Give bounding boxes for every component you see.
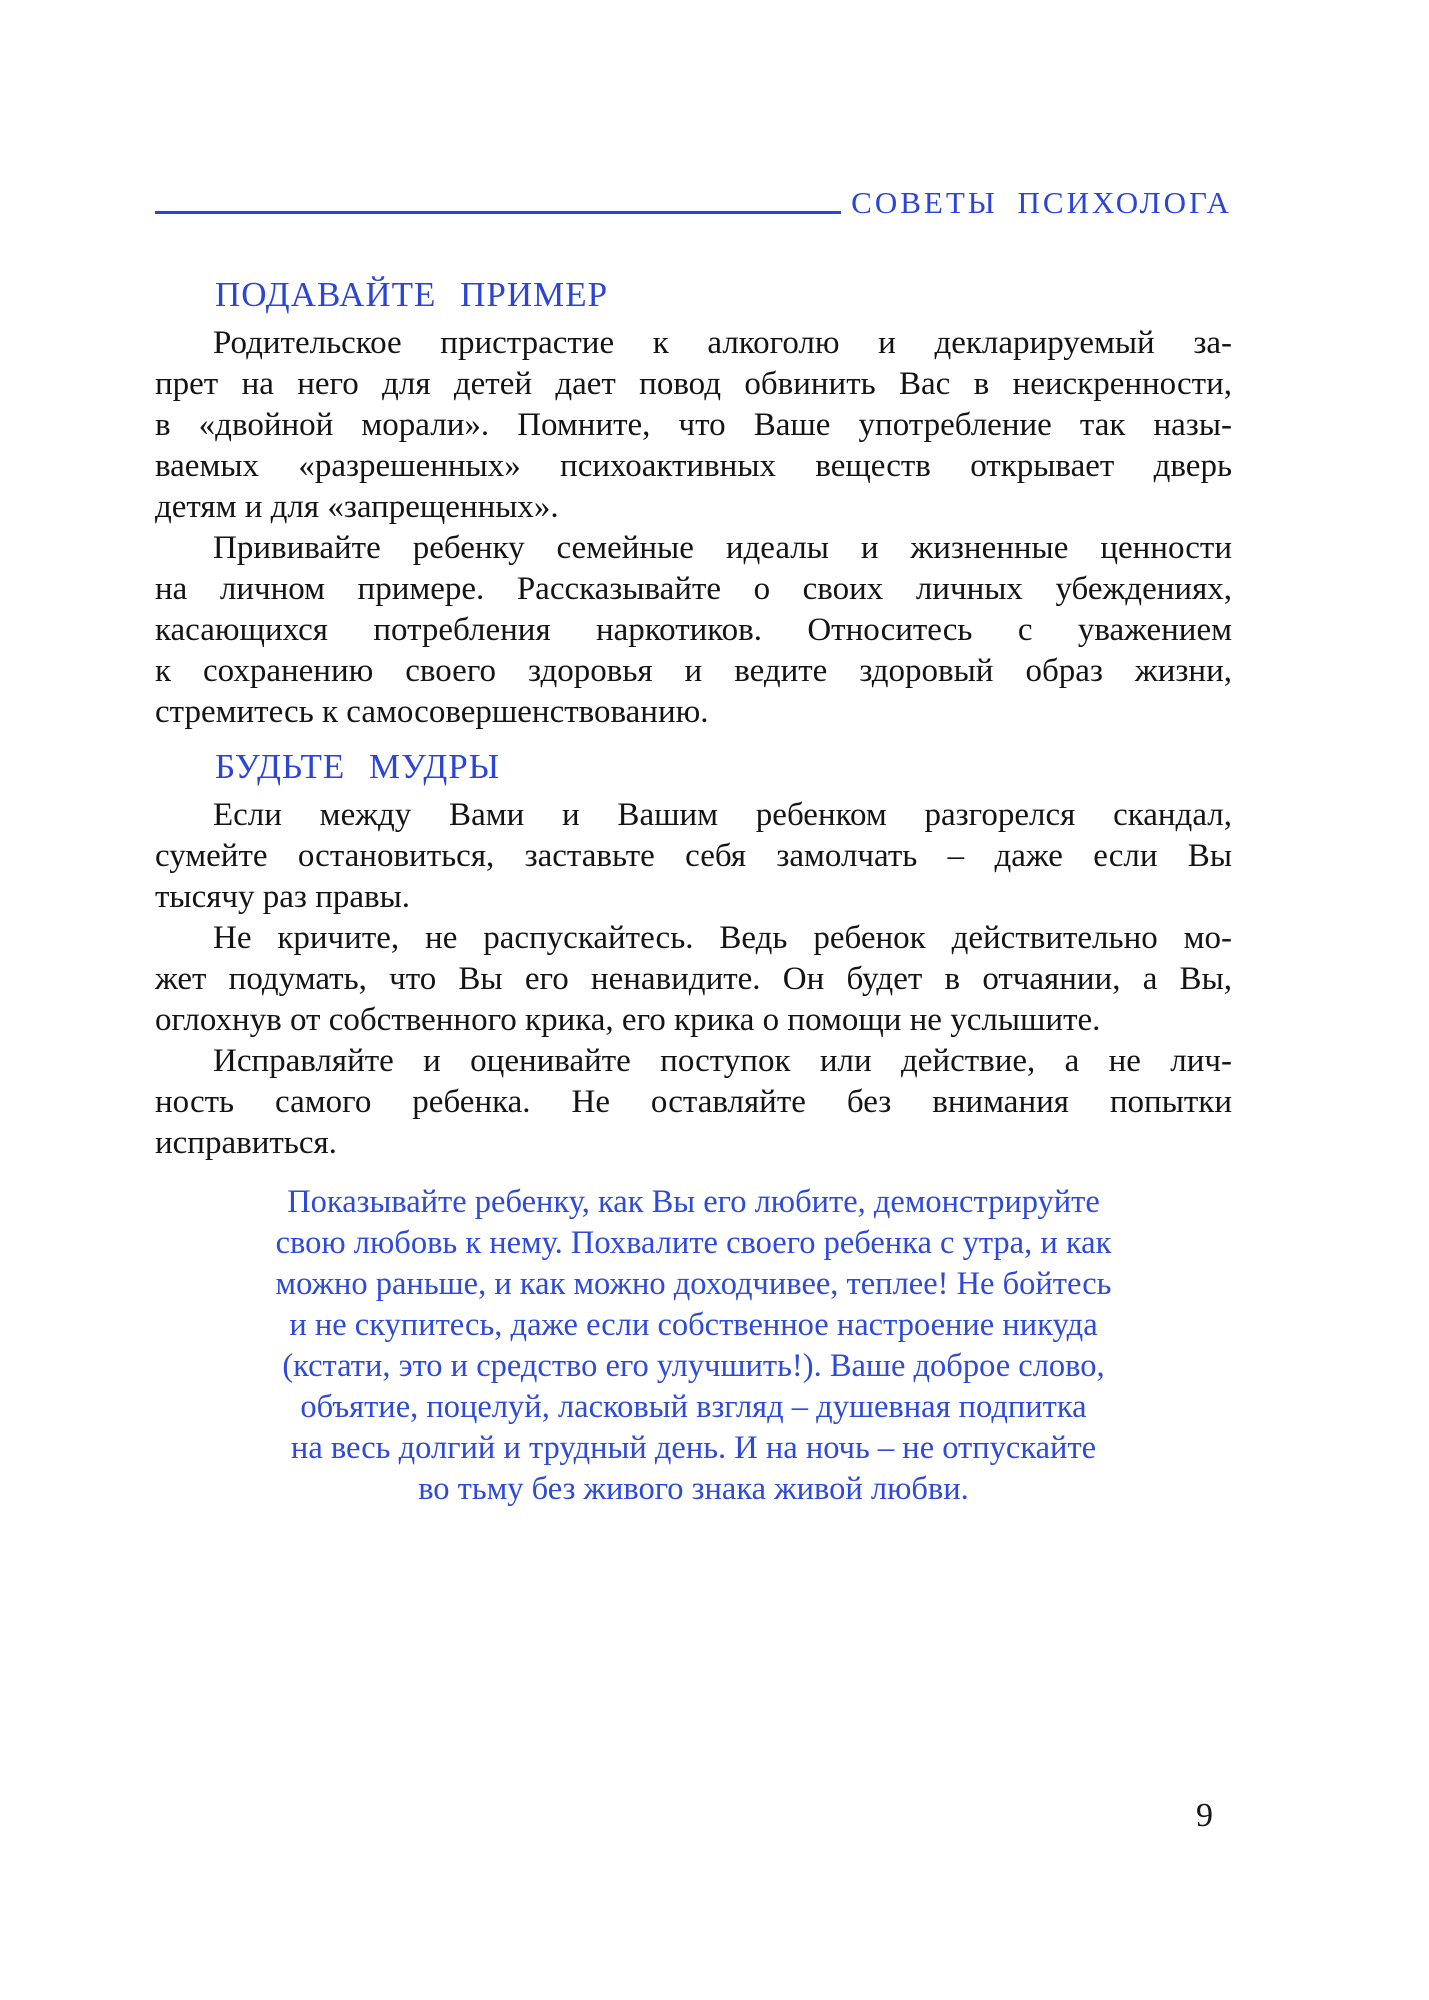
text-line: жет подумать, что Вы его ненавидите. Он будет в отчаянии, а Вы, bbox=[155, 961, 1232, 997]
text-line: Не кричите, не распускайтесь. Ведь ребенок действительно мо- bbox=[213, 920, 1232, 956]
text-line: сумейте остановиться, заставьте себя замолчать – даже если Вы bbox=[155, 838, 1232, 874]
quote-line: можно раньше, и как можно доходчивее, теплее! Не бойтесь bbox=[275, 1266, 1112, 1302]
text-line: стремитесь к самосовершенствованию. bbox=[155, 694, 709, 730]
quote-line: (кстати, это и средство его улучшить!). Ваше доброе слово, bbox=[282, 1348, 1105, 1384]
text-line: к сохранению своего здоровья и ведите здоровый образ жизни, bbox=[155, 653, 1232, 689]
paragraph-5 bbox=[155, 1041, 1232, 1164]
text-line: исправиться. bbox=[155, 1125, 337, 1161]
header-title: СОВЕТЫ ПСИХОЛОГА bbox=[851, 185, 1232, 220]
text-line: в «двойной морали». Помните, что Ваше употребление так назы- bbox=[155, 407, 1232, 443]
text-line: касающихся потребления наркотиков. Относитесь с уважением bbox=[155, 612, 1232, 648]
text-line: Родительское пристрастие к алкоголю и декларируемый за- bbox=[213, 325, 1232, 361]
page-header bbox=[155, 185, 1232, 221]
paragraph-1 bbox=[155, 323, 1232, 528]
quote-line: объятие, поцелуй, ласковый взгляд – душевная подпитка bbox=[300, 1389, 1087, 1425]
text-line: тысячу раз правы. bbox=[155, 879, 411, 915]
text-line: оглохнув от собственного крика, его крика о помощи не услышите. bbox=[155, 1002, 1101, 1038]
quote-line: во тьму без живого знака живой любви. bbox=[418, 1471, 969, 1507]
header-rule bbox=[155, 211, 841, 214]
quote-block bbox=[155, 1182, 1232, 1510]
text-line: детям и для «запрещенных». bbox=[155, 489, 559, 525]
quote-line: и не скупитесь, даже если собственное настроение никуда bbox=[289, 1307, 1098, 1343]
section-heading-podavayte-primer: ПОДАВАЙТЕ ПРИМЕР bbox=[215, 275, 609, 314]
text-line: Исправляйте и оценивайте поступок или действие, а не лич- bbox=[213, 1043, 1232, 1079]
quote-line: Показывайте ребенку, как Вы его любите, демонстрируйте bbox=[287, 1184, 1100, 1220]
text-line: Прививайте ребенку семейные идеалы и жизненные ценности bbox=[213, 530, 1232, 566]
text-line: прет на него для детей дает повод обвинить Вас в неискренности, bbox=[155, 366, 1232, 402]
text-line: ваемых «разрешенных» психоактивных веществ открывает дверь bbox=[155, 448, 1232, 484]
text-line: ность самого ребенка. Не оставляйте без внимания попытки bbox=[155, 1084, 1232, 1120]
paragraph-4 bbox=[155, 918, 1232, 1041]
text-line: Если между Вами и Вашим ребенком разгорелся скандал, bbox=[213, 797, 1232, 833]
section-heading-budte-mudry: БУДЬТЕ МУДРЫ bbox=[215, 747, 501, 786]
paragraph-2 bbox=[155, 528, 1232, 733]
quote-line: на весь долгий и трудный день. И на ночь – не отпускайте bbox=[290, 1430, 1097, 1466]
text-line: на личном примере. Рассказывайте о своих личных убеждениях, bbox=[155, 571, 1232, 607]
page-number: 9 bbox=[1196, 1797, 1213, 1834]
paragraph-3 bbox=[155, 795, 1232, 918]
quote-line: свою любовь к нему. Похвалите своего ребенка с утра, и как bbox=[275, 1225, 1112, 1261]
